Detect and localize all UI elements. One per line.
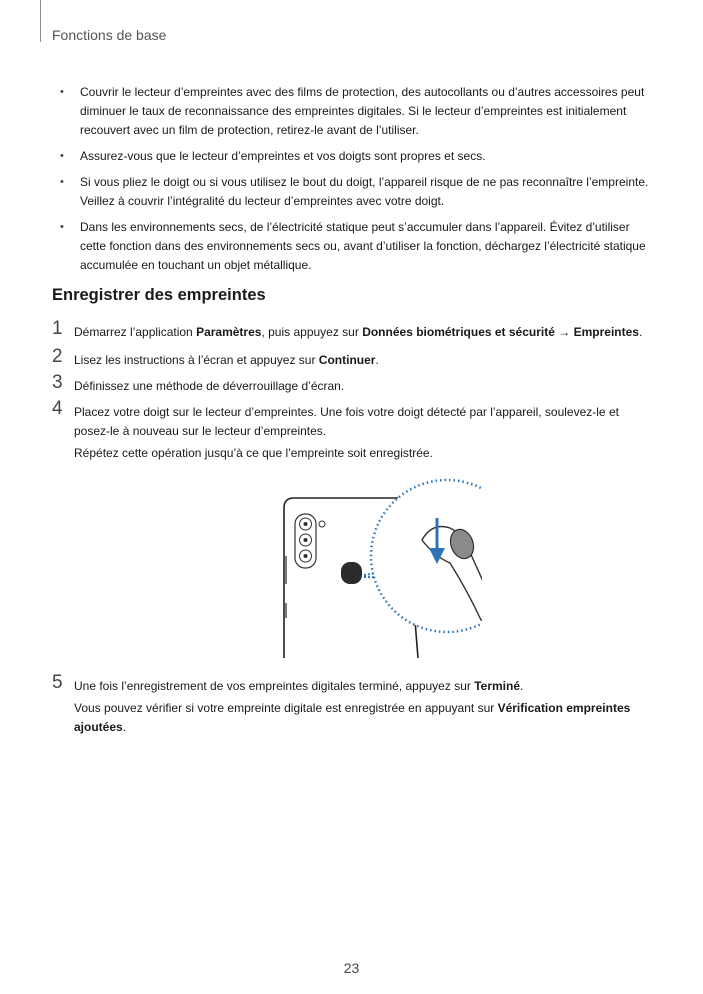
step-text: Placez votre doigt sur le lecteur d’empreintes. Une fois votre doigt détecté par l’appareil, soulevez-le et posez-le à nouveau sur le lecteur d’empreintes.: [74, 405, 619, 438]
section-title: Enregistrer des empreintes: [52, 286, 266, 304]
note-item: [60, 173, 650, 211]
step-number: 2: [52, 346, 63, 367]
bullet-icon: •: [60, 221, 64, 233]
done-button-label: Terminé: [474, 679, 520, 693]
step-text: Une fois l’enregistrement de vos empreintes digitales terminé, appuyez sur Terminé.: [74, 679, 524, 693]
note-item: [60, 218, 650, 275]
step-3: [52, 372, 652, 396]
fingerprint-scan-illustration: [282, 478, 482, 658]
step-text: Démarrez l’application Paramètres, puis appuyez sur Données biométriques et sécurité → Empreintes.: [74, 325, 643, 339]
step-1: [52, 318, 652, 342]
fingerprint-sensor-icon: [341, 562, 362, 584]
step-text: Définissez une méthode de déverrouillage d’écran.: [74, 379, 345, 393]
bullet-icon: •: [60, 176, 64, 188]
fingerprints-menu-label: Empreintes: [573, 325, 639, 339]
biometrics-menu-label: Données biométriques et sécurité: [362, 325, 555, 339]
page-header-title: Fonctions de base: [52, 27, 167, 43]
note-item: [60, 147, 650, 166]
header-rule: [40, 0, 41, 42]
step-number: 1: [52, 318, 63, 339]
step-subtext: Répétez cette opération jusqu’à ce que l’empreinte soit enregistrée.: [74, 446, 433, 460]
page-number: 23: [343, 960, 360, 976]
step-2: [52, 346, 652, 370]
step-number: 5: [52, 672, 63, 693]
note-text: Si vous pliez le doigt ou si vous utilisez le bout du doigt, l’appareil risque de ne pas reconnaître l’empreinte. Veillez à couvrir l’intégralité du lecteur d’empreintes avec votre doigt.: [80, 175, 649, 208]
step-number: 3: [52, 372, 63, 393]
step-4: [52, 398, 652, 463]
step-number: 4: [52, 398, 63, 419]
note-text: Assurez-vous que le lecteur d’empreintes et vos doigts sont propres et secs.: [80, 149, 486, 163]
note-text: Couvrir le lecteur d’empreintes avec des films de protection, des autocollants ou d’autres accessoires peut diminuer le taux de reconnaissance des empreintes digitales. Si le lecteur d’empreintes est initialement recouvert avec un film de protection, retirez-le avant de l’utiliser.: [80, 85, 645, 137]
verify-fingerprints-label: Vérification empreintes ajoutées: [74, 701, 631, 734]
step-text: Lisez les instructions à l’écran et appuyez sur Continuer.: [74, 353, 379, 367]
step-subtext: Vous pouvez vérifier si votre empreinte digitale est enregistrée en appuyant sur Vérification empreintes ajoutées.: [74, 701, 631, 734]
step-5: [52, 672, 652, 737]
bullet-icon: •: [60, 150, 64, 162]
note-list: [60, 83, 650, 282]
settings-app-label: Paramètres: [196, 325, 262, 339]
continue-button-label: Continuer: [318, 353, 376, 367]
note-text: Dans les environnements secs, de l’électricité statique peut s’accumuler dans l’appareil. Évitez d’utiliser cette fonction dans des environnements secs ou, avant d’utiliser la fonction, déchargez l’électricité statique accumulée en touchant un objet métallique.: [80, 220, 646, 272]
bullet-icon: •: [60, 86, 64, 98]
note-item: [60, 83, 650, 140]
